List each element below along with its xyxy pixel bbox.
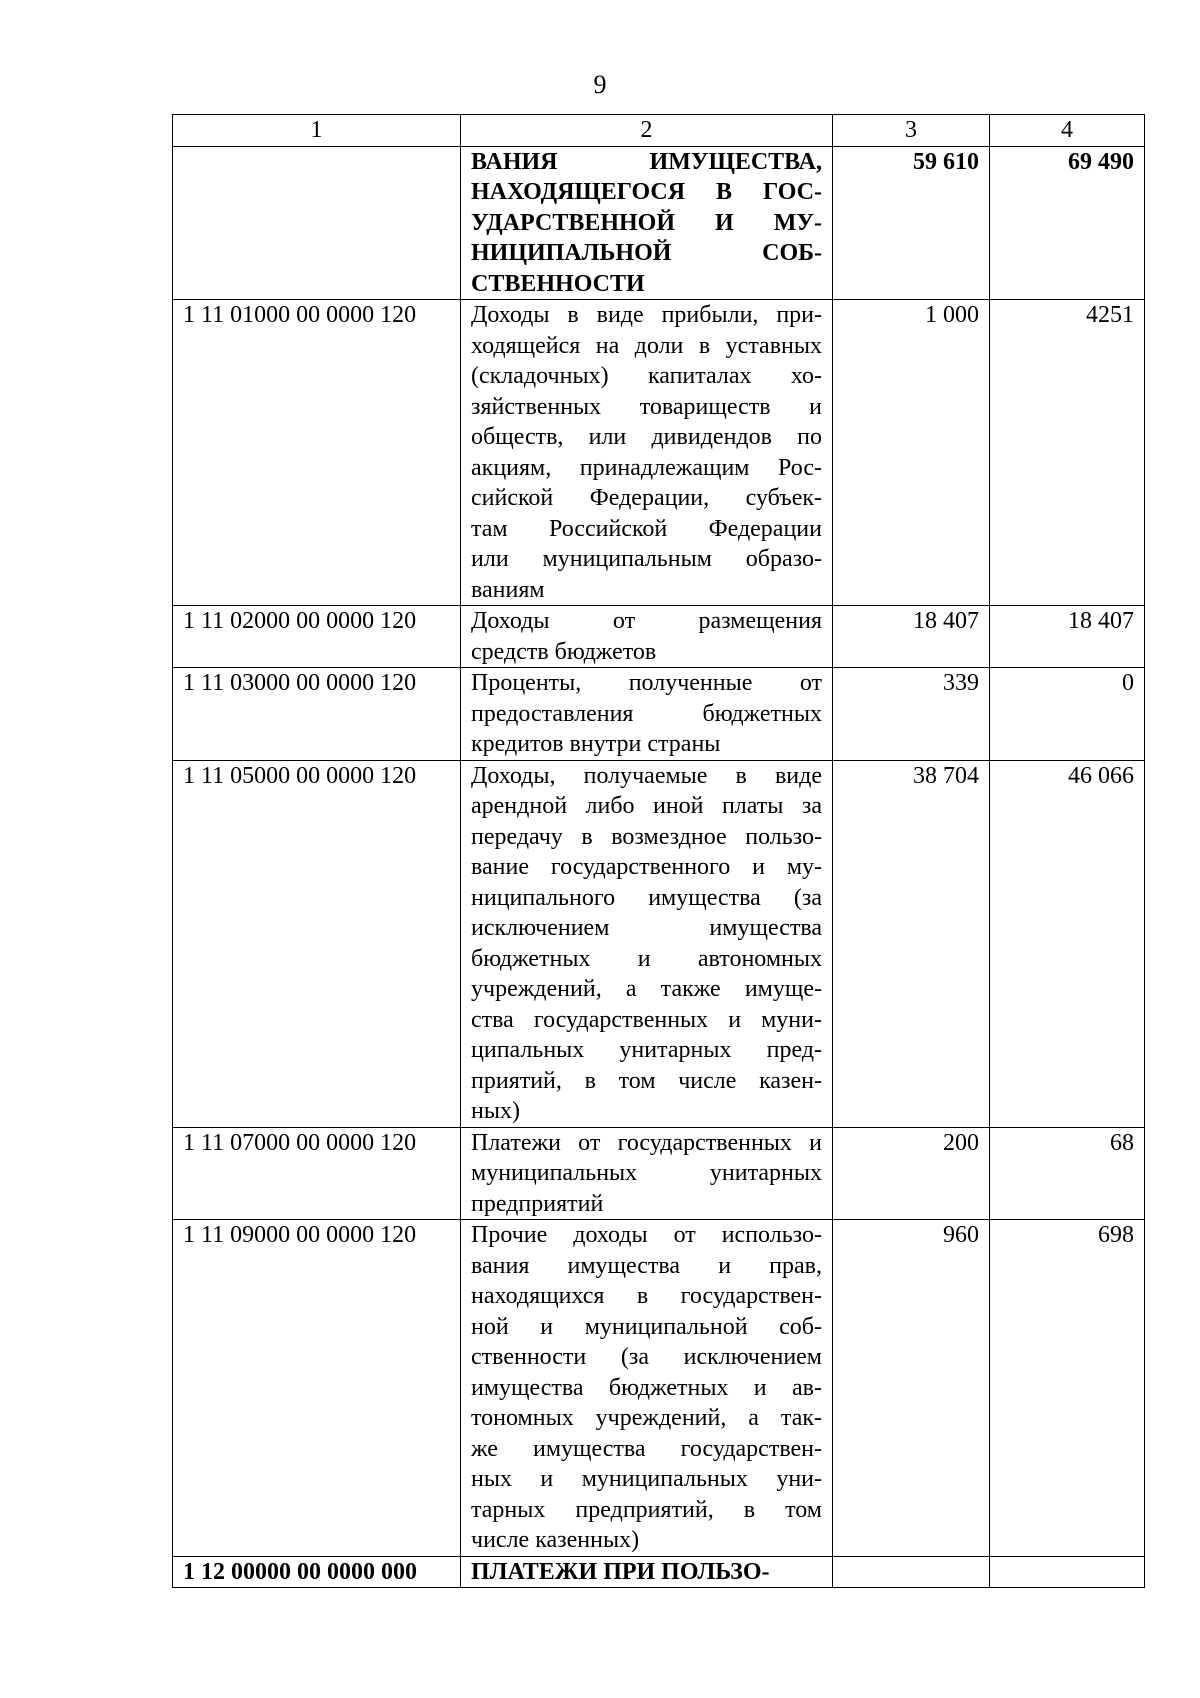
amount-col-4-cell: 68 (990, 1127, 1145, 1220)
description-line: тономных учреждений, а так- (471, 1405, 822, 1431)
description-line: ственности (за исключением (471, 1344, 822, 1370)
description-line: тарных предприятий, в том (471, 1496, 822, 1523)
description-cell (461, 1127, 833, 1220)
table-row (173, 668, 1145, 761)
description-line: муниципальных унитарных (471, 1160, 822, 1186)
description-cell (461, 146, 833, 300)
amount-col-3-cell: 960 (833, 1220, 990, 1557)
description-line: ваниям (471, 576, 545, 603)
description-line: ных) (471, 1098, 520, 1124)
description-line: ПЛАТЕЖИ ПРИ ПОЛЬЗО- (471, 1558, 770, 1585)
description-line: приятий, в том числе казен- (471, 1067, 822, 1094)
budget-code-cell: 1 11 05000 00 0000 120 (173, 760, 461, 1127)
description-line: УДАРСТВЕННОЙ И МУ- (471, 209, 822, 236)
description-line: числе казенных) (471, 1527, 640, 1553)
description-line: арендной либо иной платы за (471, 793, 822, 819)
description-line: Доходы, получаемые в виде (471, 762, 822, 789)
description-line: Прочие доходы от использо- (471, 1222, 822, 1248)
amount-col-4-cell: 69 490 (990, 146, 1145, 300)
description-line: зяйственных товариществ и (471, 393, 822, 420)
budget-code-cell (173, 146, 461, 300)
description-cell (461, 760, 833, 1127)
page-number: 9 (593, 70, 607, 99)
description-line: находящихся в государствен- (471, 1283, 822, 1309)
amount-col-3-cell: 1 000 (833, 300, 990, 606)
table-row (173, 606, 1145, 668)
amount-col-3-cell: 18 407 (833, 606, 990, 668)
description-line: Доходы в виде прибыли, при- (471, 302, 822, 328)
description-line: НИЦИПАЛЬНОЙ СОБ- (471, 240, 822, 266)
header-col-4: 4 (990, 115, 1145, 147)
amount-col-4-cell: 698 (990, 1220, 1145, 1557)
amount-col-3-cell: 200 (833, 1127, 990, 1220)
description-cell (461, 300, 833, 606)
amount-col-4-cell: 18 407 (990, 606, 1145, 668)
budget-code-cell: 1 12 00000 00 0000 000 (173, 1556, 461, 1588)
description-cell (461, 1556, 833, 1588)
amount-col-4-cell: 46 066 (990, 760, 1145, 1127)
description-line: НАХОДЯЩЕГОСЯ В ГОС- (471, 179, 822, 205)
budget-code-cell: 1 11 03000 00 0000 120 (173, 668, 461, 761)
description-line: (складочных) капиталах хо- (471, 363, 822, 389)
amount-col-4-cell: 4251 (990, 300, 1145, 606)
description-line: предоставления бюджетных (471, 700, 822, 727)
header-col-2: 2 (461, 115, 833, 147)
description-line: или муниципальным образо- (471, 546, 822, 572)
description-line: Доходы от размещения (471, 608, 822, 634)
table-row (173, 1220, 1145, 1557)
description-line: ВАНИЯ ИМУЩЕСТВА, (471, 148, 822, 175)
amount-col-3-cell: 38 704 (833, 760, 990, 1127)
description-line: кредитов внутри страны (471, 731, 721, 757)
description-line: средств бюджетов (471, 638, 657, 665)
table-row (173, 1127, 1145, 1220)
table-row (173, 300, 1145, 606)
budget-code-cell: 1 11 01000 00 0000 120 (173, 300, 461, 606)
header-col-3: 3 (833, 115, 990, 147)
amount-col-3-cell: 339 (833, 668, 990, 761)
description-line: Платежи от государственных и (471, 1129, 822, 1156)
budget-code-cell: 1 11 02000 00 0000 120 (173, 606, 461, 668)
description-cell (461, 606, 833, 668)
description-line: ципальных унитарных пред- (471, 1037, 822, 1063)
table-row (173, 146, 1145, 300)
header-row (173, 115, 1145, 147)
table-row (173, 760, 1145, 1127)
description-line: обществ, или дивидендов по (471, 424, 822, 450)
description-line: ных и муниципальных уни- (471, 1466, 822, 1492)
description-line: там Российской Федерации (471, 515, 822, 542)
description-line: вание государственного и му- (471, 854, 822, 880)
description-line: СТВЕННОСТИ (471, 270, 645, 297)
revenue-table (172, 114, 1145, 1588)
amount-col-4-cell: 0 (990, 668, 1145, 761)
description-line: ниципального имущества (за (471, 884, 822, 911)
description-line: акциям, принадлежащим Рос- (471, 454, 822, 481)
header-col-1: 1 (173, 115, 461, 147)
description-line: ства государственных и муни- (471, 1006, 822, 1033)
description-line: предприятий (471, 1190, 604, 1217)
description-line: бюджетных и автономных (471, 945, 822, 972)
description-line: ной и муниципальной соб- (471, 1313, 822, 1340)
amount-col-4-cell (990, 1556, 1145, 1588)
budget-code-cell: 1 11 09000 00 0000 120 (173, 1220, 461, 1557)
budget-code-cell: 1 11 07000 00 0000 120 (173, 1127, 461, 1220)
description-line: Проценты, полученные от (471, 670, 822, 696)
description-line: вания имущества и прав, (471, 1252, 822, 1279)
amount-col-3-cell: 59 610 (833, 146, 990, 300)
description-line: исключением имущества (471, 915, 822, 941)
amount-col-3-cell (833, 1556, 990, 1588)
table-body (173, 146, 1145, 1588)
description-line: передачу в возмездное пользо- (471, 823, 822, 850)
table-row (173, 1556, 1145, 1588)
description-line: же имущества государствен- (471, 1435, 822, 1462)
description-cell (461, 668, 833, 761)
description-line: ходящейся на доли в уставных (471, 332, 822, 359)
description-cell (461, 1220, 833, 1557)
description-line: сийской Федерации, субъек- (471, 485, 822, 511)
description-line: учреждений, а также имуще- (471, 976, 822, 1002)
description-line: имущества бюджетных и ав- (471, 1374, 822, 1401)
